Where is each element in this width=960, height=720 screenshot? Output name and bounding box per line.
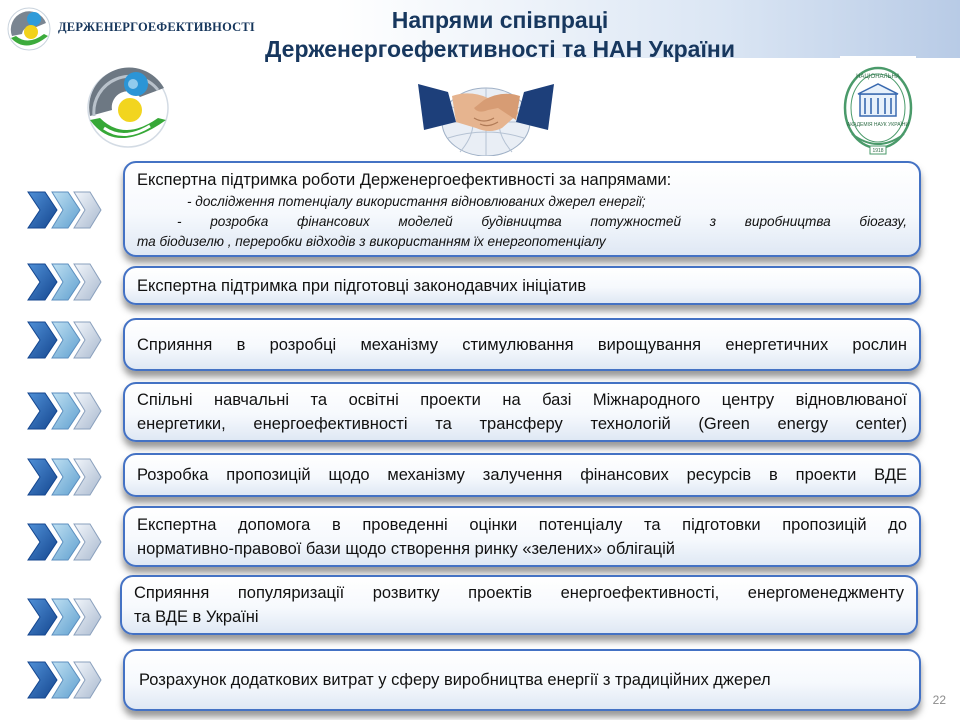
chevron-arrows-icon	[26, 659, 102, 701]
item-2-text: Експертна підтримка при підготовці законодавчих ініціатив	[137, 276, 587, 295]
item-1-title: Експертна підтримка роботи Держенергоефективності за напрямами:	[137, 171, 672, 189]
emblem-text-top: НАЦІОНАЛЬНА	[856, 74, 900, 80]
item-1-box	[123, 161, 921, 257]
item-2-box	[123, 266, 921, 305]
emblem-year: 1918	[872, 148, 884, 154]
item-4-line-2: енергетики, енергоефективності та трансферу технологій (Green energy center)	[137, 415, 907, 433]
item-7-line-2: та ВДЕ в Україні	[134, 608, 259, 626]
item-6-box	[123, 506, 921, 567]
item-1-sub-1: - дослідження потенціалу використання відновлюваних джерел енергії;	[187, 194, 646, 209]
page-title	[180, 6, 820, 64]
item-1-sub-2-line-1: - розробка фінансових моделей будівництва потужностей з виробництва біогазу,	[177, 214, 907, 229]
item-3-box	[123, 318, 921, 371]
title-line-2: Держенергоефективності та НАН України	[265, 36, 735, 62]
agency-logo-icon	[6, 6, 52, 52]
chevron-arrows-icon	[26, 596, 102, 638]
item-4-box	[123, 382, 921, 442]
chevron-arrows-icon	[26, 456, 102, 498]
chevron-arrows-icon	[26, 521, 102, 563]
handshake-globe-icon	[418, 78, 554, 156]
nas-ukraine-emblem-icon	[840, 56, 916, 162]
emblem-text-mid: АКАДЕМІЯ НАУК УКРАЇНИ	[846, 122, 910, 128]
item-7-box	[120, 575, 918, 635]
item-8-text: Розрахунок додаткових витрат у сферу виробництва енергії з традиційних джерел	[139, 671, 771, 689]
item-6-line-2: нормативно-правової бази щодо створення ринку «зелених» облігацій	[137, 539, 676, 558]
item-3-text: Сприяння в розробці механізму стимулювання вирощування енергетичних рослин	[137, 335, 907, 354]
item-5-text: Розробка пропозицій щодо механізму залучення фінансових ресурсів в проекти ВДЕ	[137, 466, 907, 484]
page-number: 22	[932, 693, 946, 707]
chevron-arrows-icon	[26, 390, 102, 432]
agency-emblem-icon	[84, 64, 174, 150]
item-7-line-1: Сприяння популяризації розвитку проектів енергоефективності, енергоменеджменту	[134, 584, 904, 602]
item-4-line-1: Спільні навчальні та освітні проекти на базі Міжнародного центру відновлюваної	[137, 391, 907, 409]
item-8-box	[123, 649, 921, 711]
agency-name: ДЕРЖЕНЕРГОЕФЕКТИВНОСТІ	[58, 20, 255, 34]
title-line-1: Напрями співпраці	[391, 7, 609, 33]
item-5-box	[123, 453, 921, 497]
chevron-arrows-icon	[26, 189, 102, 231]
chevron-arrows-icon	[26, 319, 102, 361]
chevron-arrows-icon	[26, 261, 102, 303]
item-1-sub-2-line-2: та біодизелю , переробки відходів з використанням їх енергопотенціалу	[137, 234, 606, 249]
item-6-line-1: Експертна допомога в проведенні оцінки потенціалу та підготовки пропозицій до	[137, 515, 907, 534]
